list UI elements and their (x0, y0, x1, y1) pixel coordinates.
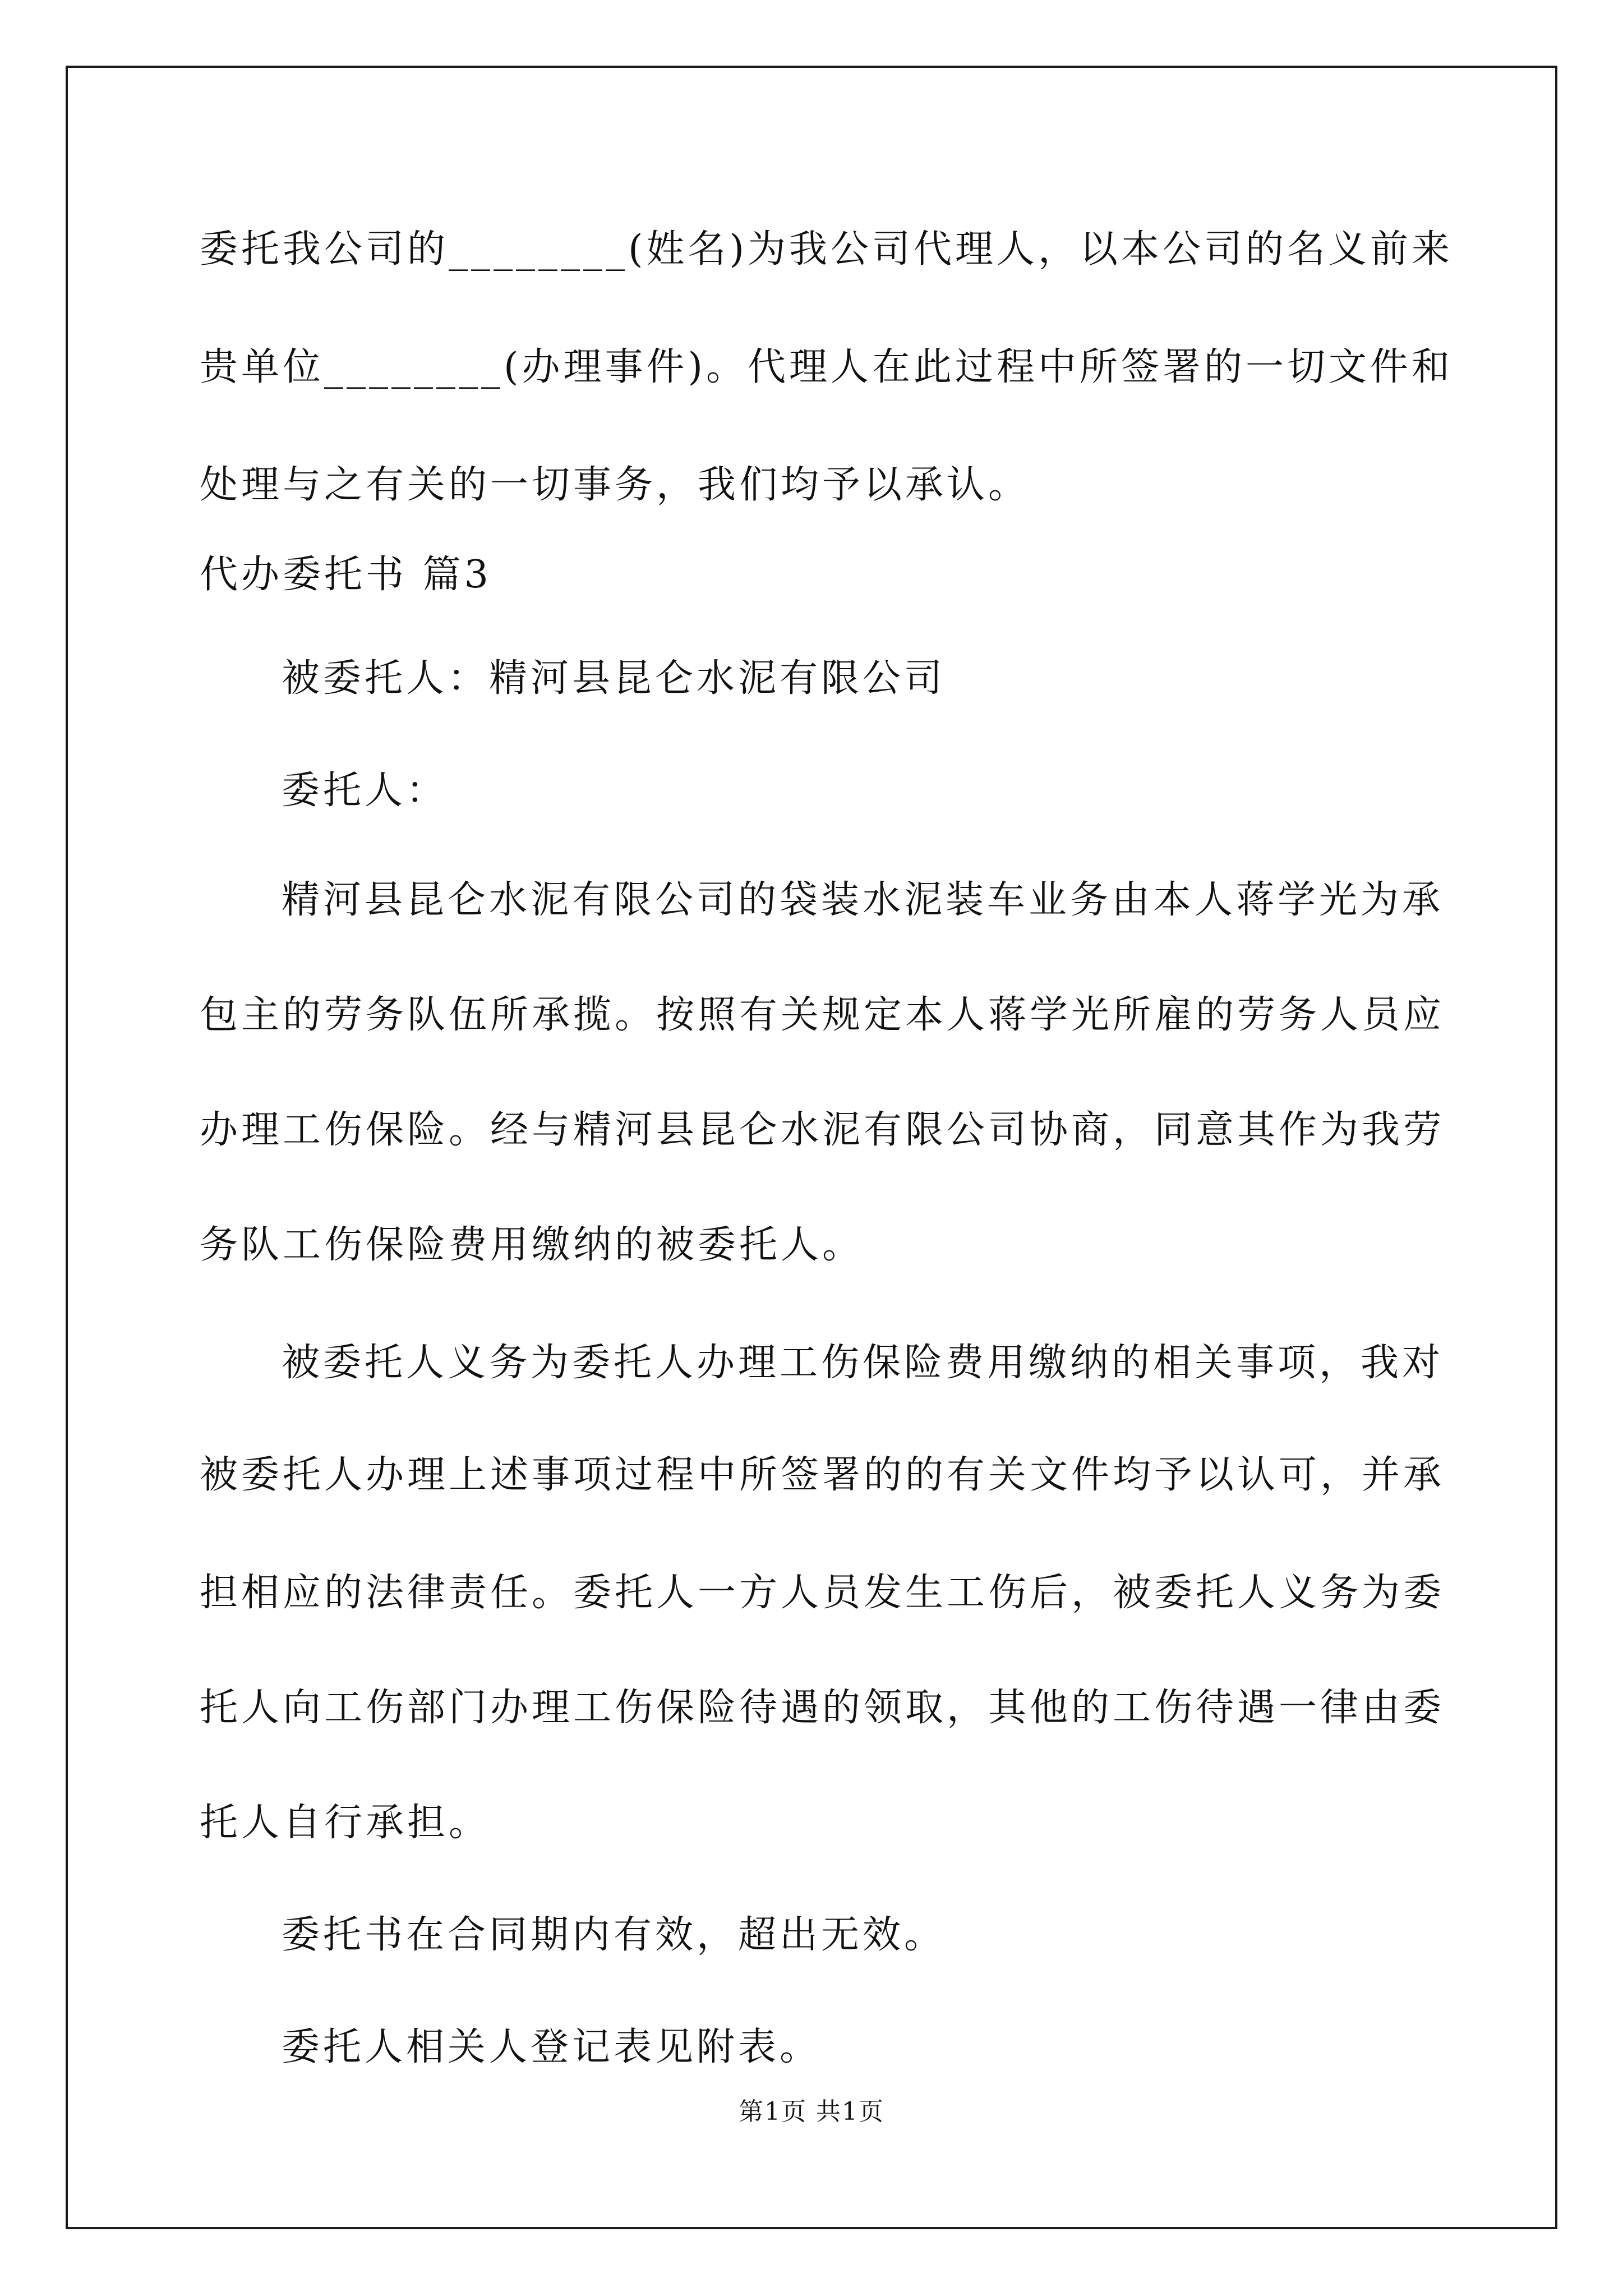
paragraph-line: 处理与之有关的一切事务，我们均予以承认。 (200, 463, 1030, 507)
paragraph-line: 被委托人：精河县昆仑水泥有限公司 (282, 656, 946, 701)
paragraph-line: 精河县昆仑水泥有限公司的袋装水泥装车业务由本人蒋学光为承 (282, 878, 1444, 922)
paragraph-line: 贵单位________(办理事件)。代理人在此过程中所签署的一切文件和 (200, 345, 1454, 389)
paragraph-line: 委托人相关人登记表见附表。 (282, 2025, 822, 2069)
section-heading: 代办委托书 篇3 (200, 553, 492, 597)
paragraph-line: 包主的劳务队伍所承揽。按照有关规定本人蒋学光所雇的劳务人员应 (200, 993, 1445, 1037)
paragraph-line: 委托我公司的________(姓名)为我公司代理人，以本公司的名义前来 (200, 227, 1454, 272)
paragraph-line: 被委托人义务为委托人办理工伤保险费用缴纳的相关事项，我对 (282, 1341, 1444, 1385)
paragraph-line: 托人自行承担。 (200, 1801, 491, 1845)
page-number-footer: 第1页 共1页 (739, 2097, 884, 2126)
paragraph-line: 办理工伤保险。经与精河县昆仑水泥有限公司协商，同意其作为我劳 (200, 1108, 1445, 1152)
paragraph-line: 务队工伤保险费用缴纳的被委托人。 (200, 1223, 864, 1267)
paragraph-line: 委托人： (282, 769, 448, 813)
paragraph-line: 托人向工伤部门办理工伤保险待遇的领取，其他的工伤待遇一律由委 (200, 1686, 1445, 1730)
paragraph-line: 担相应的法律责任。委托人一方人员发生工伤后，被委托人义务为委 (200, 1571, 1445, 1615)
paragraph-line: 被委托人办理上述事项过程中所签署的的有关文件均予以认可，并承 (200, 1453, 1445, 1497)
paragraph-line: 委托书在合同期内有效，超出无效。 (282, 1913, 946, 1957)
